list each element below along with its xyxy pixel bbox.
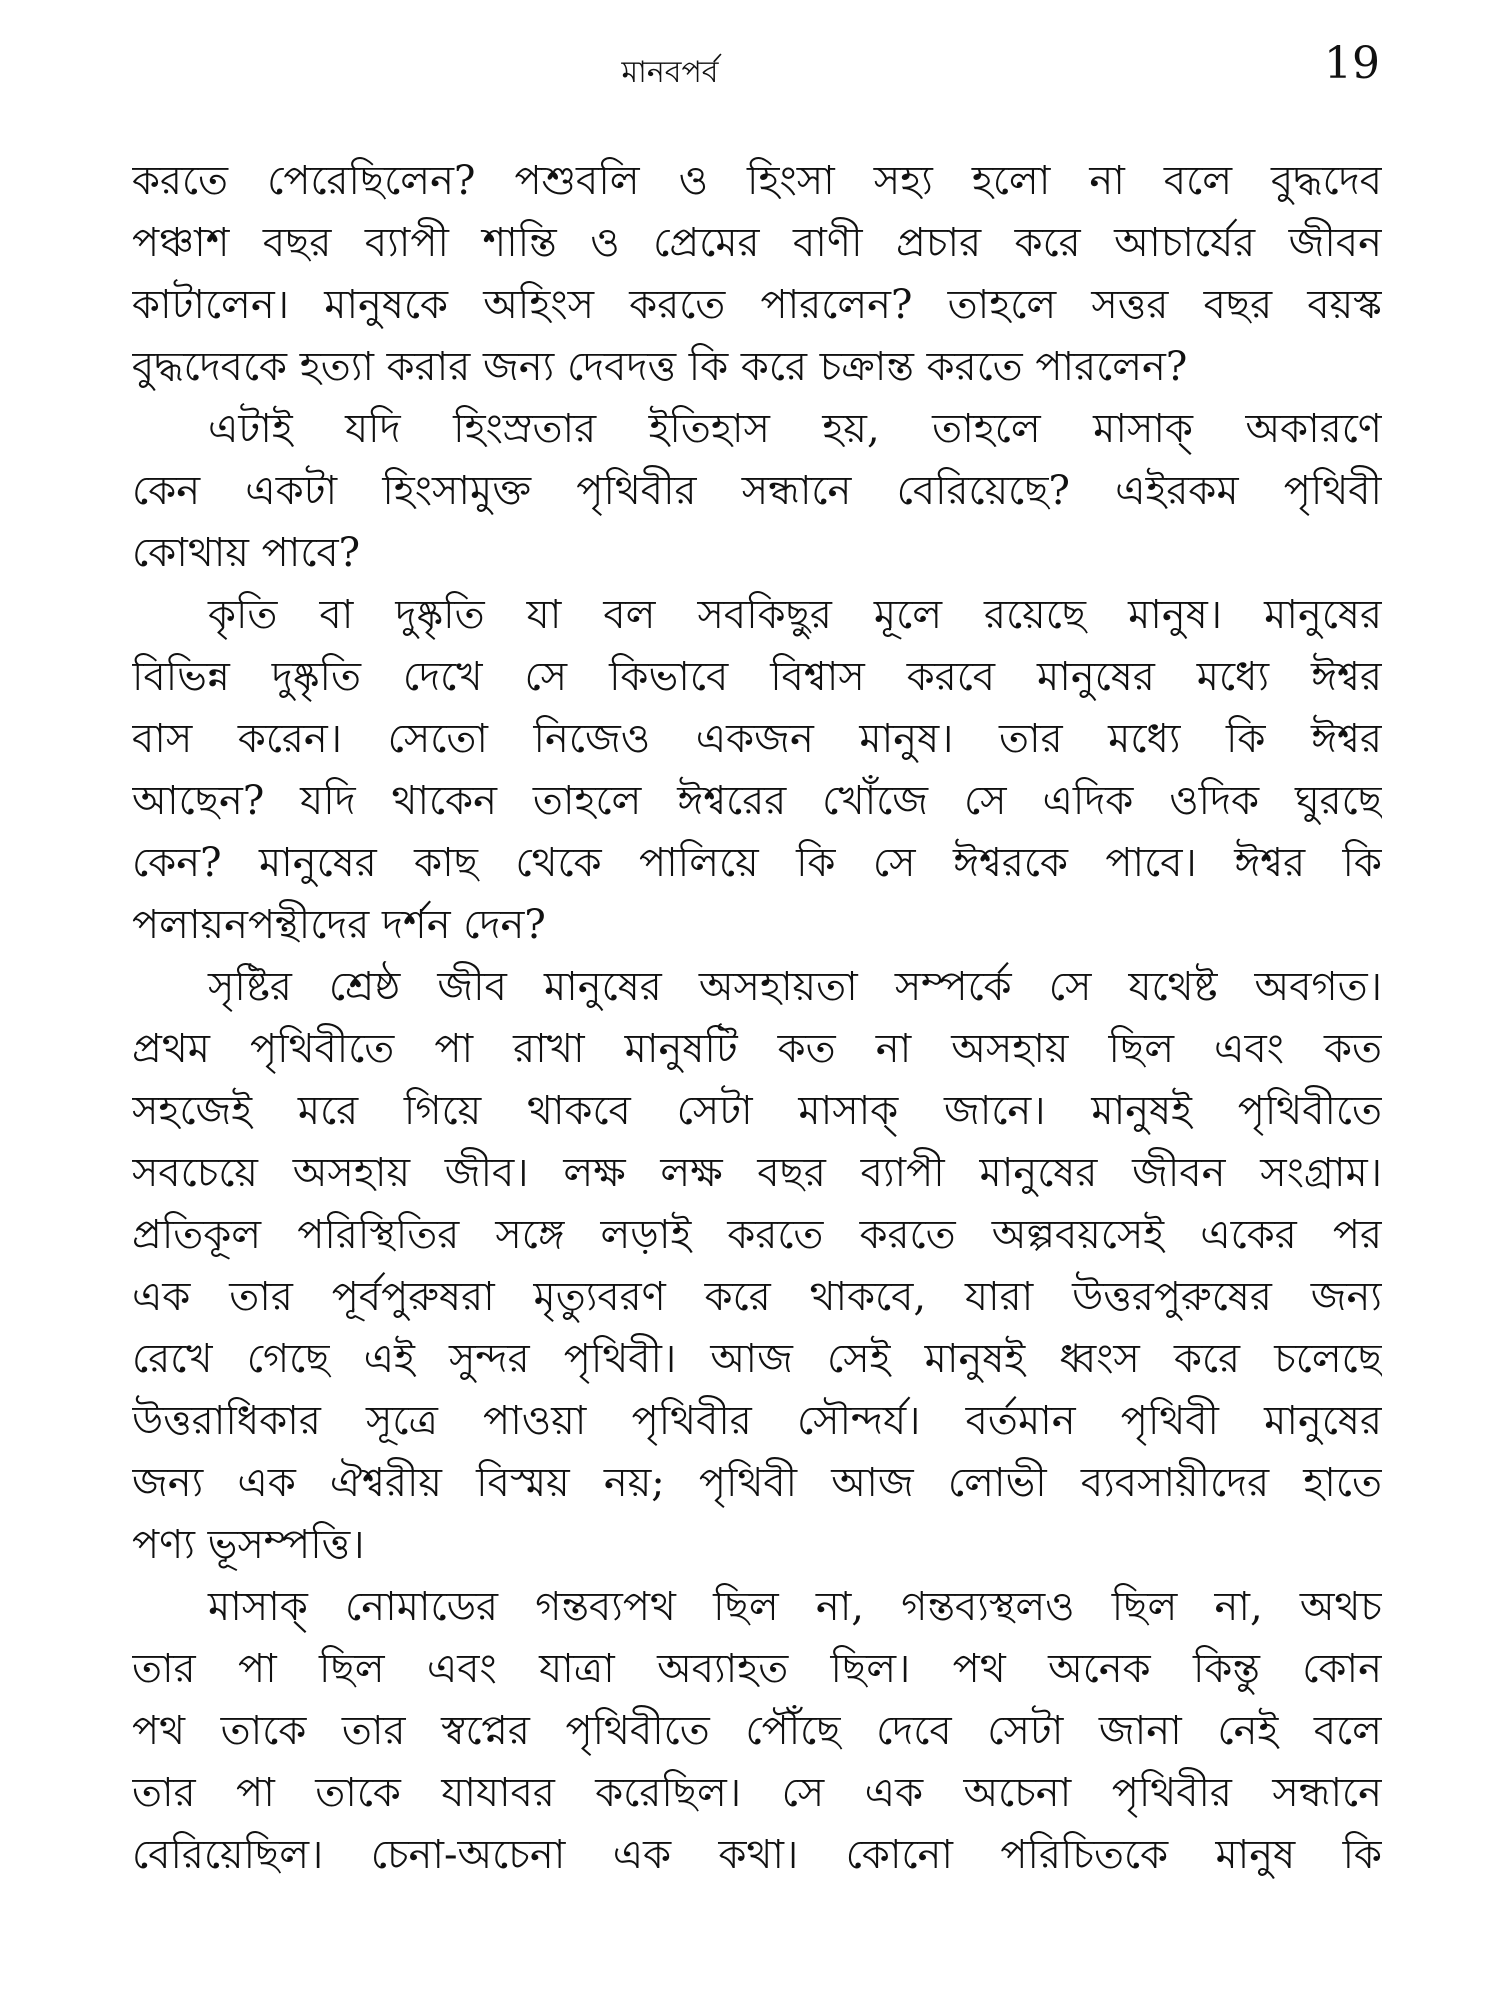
text-line: কেন একটা হিংসামুক্ত পৃথিবীর সন্ধানে বেরিয়েছে? এইরকম পৃথিবী bbox=[132, 468, 1382, 514]
text-line: রেখে গেছে এই সুন্দর পৃথিবী। আজ সেই মানুষই ধ্বংস করে চলেছে bbox=[132, 1336, 1382, 1382]
text-line: তার পা তাকে যাযাবর করেছিল। সে এক অচেনা পৃথিবীর সন্ধানে bbox=[132, 1770, 1382, 1816]
text-line: কাটালেন। মানুষকে অহিংস করতে পারলেন? তাহলে সত্তর বছর বয়স্ক bbox=[132, 282, 1382, 328]
running-title: মানবপর্ব bbox=[621, 55, 719, 90]
text-line: কেন? মানুষের কাছ থেকে পালিয়ে কি সে ঈশ্বরকে পাবে। ঈশ্বর কি bbox=[132, 840, 1382, 886]
text-line: প্রতিকূল পরিস্থিতির সঙ্গে লড়াই করতে করতে অল্পবয়সেই একের পর bbox=[132, 1212, 1382, 1258]
text-line: বিভিন্ন দুষ্কৃতি দেখে সে কিভাবে বিশ্বাস করবে মানুষের মধ্যে ঈশ্বর bbox=[132, 654, 1382, 700]
text-line: সৃষ্টির শ্রেষ্ঠ জীব মানুষের অসহায়তা সম্পর্কে সে যথেষ্ট অবগত। bbox=[208, 964, 1382, 1010]
text-line: প্রথম পৃথিবীতে পা রাখা মানুষটি কত না অসহায় ছিল এবং কত bbox=[132, 1026, 1382, 1072]
text-line: এক তার পূর্বপুরুষরা মৃত্যুবরণ করে থাকবে, যারা উত্তরপুরুষের জন্য bbox=[132, 1274, 1382, 1320]
text-line: বুদ্ধদেবকে হত্যা করার জন্য দেবদত্ত কি করে চক্রান্ত করতে পারলেন? bbox=[132, 344, 1188, 390]
text-line: করতে পেরেছিলেন? পশুবলি ও হিংসা সহ্য হলো না বলে বুদ্ধদেব bbox=[132, 158, 1382, 204]
text-line: পথ তাকে তার স্বপ্নের পৃথিবীতে পৌঁছে দেবে সেটা জানা নেই বলে bbox=[132, 1708, 1382, 1754]
text-line: পণ্য ভূসম্পত্তি। bbox=[132, 1522, 365, 1568]
text-line: উত্তরাধিকার সূত্রে পাওয়া পৃথিবীর সৌন্দর্য। বর্তমান পৃথিবী মানুষের bbox=[132, 1398, 1382, 1444]
text-line: বেরিয়েছিল। চেনা-অচেনা এক কথা। কোনো পরিচিতকে মানুষ কি bbox=[132, 1832, 1382, 1878]
text-line: জন্য এক ঐশ্বরীয় বিস্ময় নয়; পৃথিবী আজ লোভী ব্যবসায়ীদের হাতে bbox=[132, 1460, 1382, 1506]
text-line: এটাই যদি হিংস্রতার ইতিহাস হয়, তাহলে মাসাক্ অকারণে bbox=[208, 406, 1382, 452]
body-text bbox=[132, 150, 1382, 1886]
text-line: সবচেয়ে অসহায় জীব। লক্ষ লক্ষ বছর ব্যাপী মানুষের জীবন সংগ্রাম। bbox=[132, 1150, 1382, 1196]
text-line: আছেন? যদি থাকেন তাহলে ঈশ্বরের খোঁজে সে এদিক ওদিক ঘুরছে bbox=[132, 778, 1382, 824]
running-header bbox=[0, 38, 1500, 98]
text-line: তার পা ছিল এবং যাত্রা অব্যাহত ছিল। পথ অনেক কিন্তু কোন bbox=[132, 1646, 1382, 1692]
page-number: 19 bbox=[1324, 38, 1380, 89]
text-line: সহজেই মরে গিয়ে থাকবে সেটা মাসাক্ জানে। মানুষই পৃথিবীতে bbox=[132, 1088, 1382, 1134]
text-line: মাসাক্ নোমাডের গন্তব্যপথ ছিল না, গন্তব্যস্থলও ছিল না, অথচ bbox=[208, 1584, 1382, 1630]
text-line: কোথায় পাবে? bbox=[132, 530, 361, 576]
text-line: কৃতি বা দুষ্কৃতি যা বল সবকিছুর মূলে রয়েছে মানুষ। মানুষের bbox=[208, 592, 1382, 638]
text-line: বাস করেন। সেতো নিজেও একজন মানুষ। তার মধ্যে কি ঈশ্বর bbox=[132, 716, 1382, 762]
text-line: পলায়নপন্থীদের দর্শন দেন? bbox=[132, 902, 546, 948]
text-line: পঞ্চাশ বছর ব্যাপী শান্তি ও প্রেমের বাণী প্রচার করে আচার্যের জীবন bbox=[132, 220, 1382, 266]
